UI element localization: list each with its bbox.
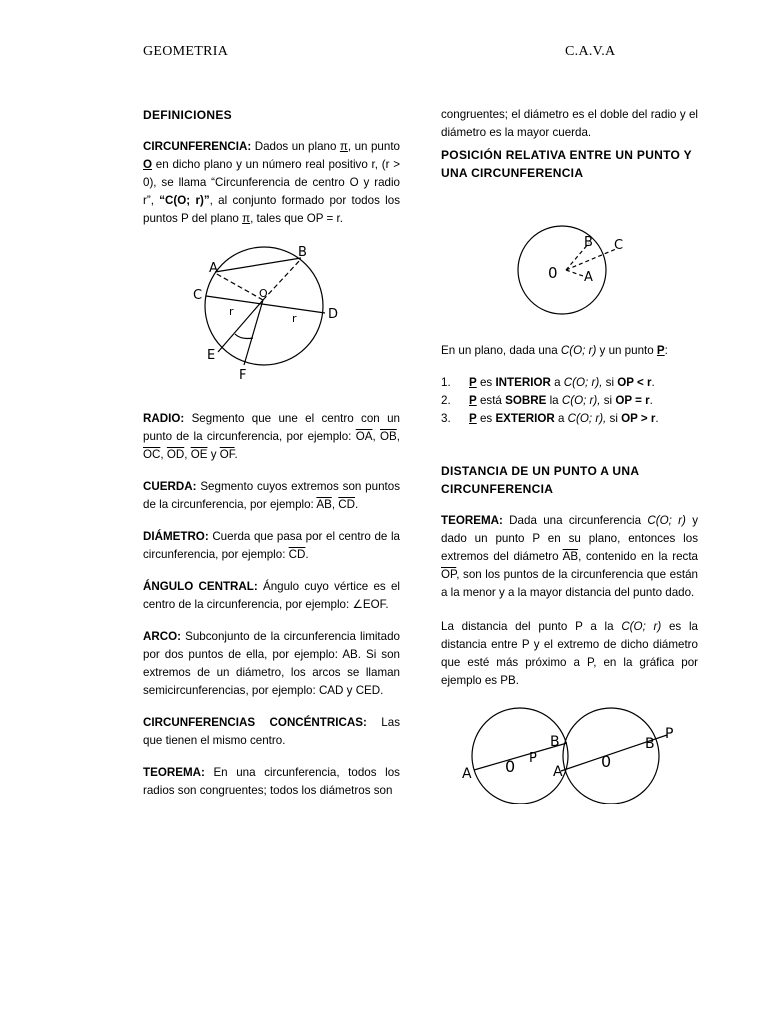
label-D: D (328, 307, 339, 322)
relation: OP < r (617, 376, 652, 389)
chord-ab (215, 258, 301, 272)
term-concentricas: CIRCUNFERENCIAS CONCÉNTRICAS: (143, 716, 367, 729)
text: , tales que OP = r. (250, 212, 343, 225)
text: la (549, 394, 559, 407)
point-P: P (469, 394, 477, 407)
seg-OC: $\overline{OC}$ (143, 448, 161, 461)
text: a (554, 376, 561, 389)
text: si (609, 412, 618, 425)
item-number: 3. (441, 412, 451, 425)
angle-example: ∠EOF (352, 598, 386, 611)
text: y (346, 684, 353, 697)
label-C: C (193, 288, 203, 303)
text: . (651, 376, 655, 389)
radius-oa (215, 273, 263, 300)
teorema-continuation: congruentes; el diámetro es el doble del radio y el diámetro es la mayor cuerda. (441, 108, 698, 139)
point-P: P (469, 376, 477, 389)
text: y un punto (596, 344, 657, 357)
seg-OD: $\overline{OD}$ (166, 448, 185, 461)
term-circunferencia: CIRCUNFERENCIA: (143, 140, 252, 153)
text: es la distancia entre P y el extremo de dicho diámetro que esté más próximo a P, en la gráfica por ejemplo es PB. (441, 620, 698, 687)
text: . (655, 412, 659, 425)
circle-figure-3 (441, 704, 698, 804)
term-radio: RADIO: (143, 412, 185, 425)
c-o-r: C(O; r) (647, 514, 686, 527)
def-angulo-central: ÁNGULO CENTRAL: Ángulo cuyo vértice es el centro de la circunferencia, por ejemplo: ∠EOF. (143, 580, 400, 611)
text: Dada una circunferencia (509, 514, 648, 527)
item-number: 1. (441, 376, 451, 389)
relation: OP > r (621, 412, 656, 425)
text: . (649, 394, 653, 407)
relation: OP = r (615, 394, 650, 407)
text: , al conjunto formado por todos los puntos P del plano (143, 194, 400, 225)
text: en dicho plano y un número real positivo r, (r > 0), se llama “Circunferencia de centro O y radio r”, (143, 158, 400, 207)
term-diametro: DIÁMETRO: (143, 530, 209, 543)
text: Ángulo cuyo vértice es el centro de la circunferencia, por ejemplo: (143, 580, 400, 611)
label-B: B (550, 734, 560, 750)
c-o-r: C(O; r) (560, 344, 597, 357)
label-B: B (298, 245, 307, 260)
radius-oe (218, 300, 263, 352)
list-item (441, 374, 698, 392)
c-o-r: C(O; r), (563, 376, 603, 389)
text: está (479, 394, 502, 407)
radius-ob (263, 259, 301, 300)
pi-symbol: π (339, 140, 348, 153)
item-number: 2. (441, 394, 451, 407)
text: . Si son extremos de un diámetro, los arcos se llaman semicircunferencias, por ejemplo: (143, 648, 400, 697)
position-keyword: SOBRE (505, 394, 547, 407)
c-o-r: C(O; r), (567, 412, 607, 425)
header-right: C.A.V.A (565, 44, 616, 59)
label-O: O (259, 287, 268, 300)
term-cuerda: CUERDA: (143, 480, 197, 493)
position-list (441, 374, 698, 428)
text: La distancia del punto P a la (441, 620, 622, 633)
label-B: B (645, 736, 655, 752)
text: a (557, 412, 565, 425)
text: En una circunferencia, todos los radios son congruentes; todos los diámetros son (143, 766, 400, 797)
c-o-r: C(O; r) (621, 620, 662, 633)
header-left: GEOMETRIA (143, 44, 229, 59)
left-column (143, 106, 400, 814)
label-A: A (553, 764, 563, 780)
teorema-left (143, 764, 400, 800)
text: : (664, 344, 668, 357)
seg-CD: $\overline{CD}$ (288, 548, 306, 561)
seg-CD: $\overline{CD}$ (338, 498, 356, 511)
label-B: B (584, 235, 593, 250)
def-cuerda: CUERDA: Segmento cuyos extremos son puntos de la circunferencia, por ejemplo: $\overline{AB}$, $\overline{CD}$. (143, 480, 400, 511)
position-keyword: EXTERIOR (495, 412, 555, 425)
label-r: r (292, 312, 297, 325)
def-arco: ARCO: Subconjunto de la circunferencia limitado por dos puntos de ella, por ejemplo: AB. Si son extremos de un diámetro, los arcos se llaman semicircunferencias, por ejemplo: CAD y CED. (143, 630, 400, 697)
text: En un plano, dada una (441, 344, 561, 357)
term-arco: ARCO: (143, 630, 181, 643)
section-title-distancia: DISTANCIA DE UN PUNTO A UNA CIRCUNFERENCIA (441, 464, 639, 496)
seg-OF: $\overline{OF}$ (219, 448, 235, 461)
teorema-right (441, 512, 698, 602)
text: si (605, 376, 615, 389)
point-O: O (143, 158, 153, 171)
seg-AB: $\overline{AB}$ (316, 498, 332, 511)
text: si (603, 394, 613, 407)
term-teorema: TEOREMA: (143, 766, 205, 779)
term-teorema: TEOREMA: (441, 514, 503, 527)
pos-intro (441, 342, 698, 360)
text: y dado un punto P en su plano, entonces los extremos del diámetro (441, 514, 698, 563)
text: es (479, 412, 493, 425)
distancia-text (441, 618, 698, 690)
arc-CAD: CAD (318, 684, 344, 697)
circle-figure-2 (441, 186, 698, 336)
radius-of (244, 300, 263, 365)
label-r: r (229, 305, 234, 318)
section-title-posicion: POSICIÓN RELATIVA ENTRE UN PUNTO Y UNA CIRCUNFERENCIA (441, 148, 692, 180)
label-A: A (209, 261, 218, 276)
seg-AB: $\overline{AB}$ (562, 550, 579, 563)
label-P: P (529, 751, 537, 766)
segment-oa (566, 270, 583, 276)
label-O: 0 (601, 752, 612, 771)
segment-oc (566, 249, 616, 270)
pi-symbol: π (242, 212, 251, 225)
label-E: E (207, 348, 216, 363)
circle-figure-1 (143, 242, 400, 392)
arc-CED: CED (355, 684, 381, 697)
c-o-r: C(O; r), (561, 394, 601, 407)
section-title-definiciones: DEFINICIONES (143, 108, 232, 122)
text: y (210, 448, 217, 461)
position-keyword: INTERIOR (495, 376, 551, 389)
label-C: C (614, 238, 624, 253)
text: Segmento cuyos extremos son puntos de la circunferencia, por ejemplo: (143, 480, 400, 511)
text: Subconjunto de la circunferencia limitado por dos puntos de ella, por ejemplo: (143, 630, 400, 661)
label-A: A (584, 270, 593, 285)
text: es (479, 376, 493, 389)
text: , son los puntos de la circunferencia que están a la menor y a la mayor distancia del punto dado. (441, 568, 698, 599)
text: Segmento que une el centro con un punto de la circunferencia, por ejemplo: (143, 412, 400, 443)
circle-left (472, 708, 568, 804)
text: Dados un plano (254, 140, 340, 153)
list-item (441, 392, 698, 410)
text: Las que tienen el mismo centro. (143, 716, 400, 747)
def-circunferencia (143, 138, 400, 228)
text: , un punto (347, 140, 400, 153)
arc-AB: AB (342, 648, 358, 661)
label-P: P (665, 726, 674, 742)
seg-OA: $\overline{OA}$ (355, 430, 373, 443)
text: , contenido en la recta (578, 550, 698, 563)
seg-OB: $\overline{OB}$ (380, 430, 397, 443)
label-F: F (239, 368, 247, 383)
def-concentricas (143, 714, 400, 750)
seg-OE: $\overline{OE}$ (190, 448, 208, 461)
right-column (441, 106, 698, 804)
term-angulo-central: ÁNGULO CENTRAL: (143, 580, 258, 593)
label-A: A (462, 766, 472, 782)
def-diametro: DIÁMETRO: Cuerda que pasa por el centro de la circunferencia, por ejemplo: $\overline{CD}$. (143, 530, 400, 561)
line-OP: $\overline{OP}$ (441, 568, 457, 581)
list-item (441, 410, 698, 428)
def-radio: RADIO: Segmento que une el centro con un punto de la circunferencia, por ejemplo: $\overline{OA}$, $\overline{OB}$, $\overline{OC}$, $\overline{OD}$, $\overline{OE}$ y $\overline{OF}$. (143, 412, 400, 461)
label-O: 0 (505, 757, 516, 776)
point-P: P (656, 344, 665, 357)
angle-arc (235, 334, 253, 339)
label-O: 0 (548, 264, 558, 282)
text: Cuerda que pasa por el centro de la circunferencia, por ejemplo: (143, 530, 400, 561)
notation-c-o-r: “C(O; r)” (159, 194, 210, 207)
point-P: P (469, 412, 477, 425)
